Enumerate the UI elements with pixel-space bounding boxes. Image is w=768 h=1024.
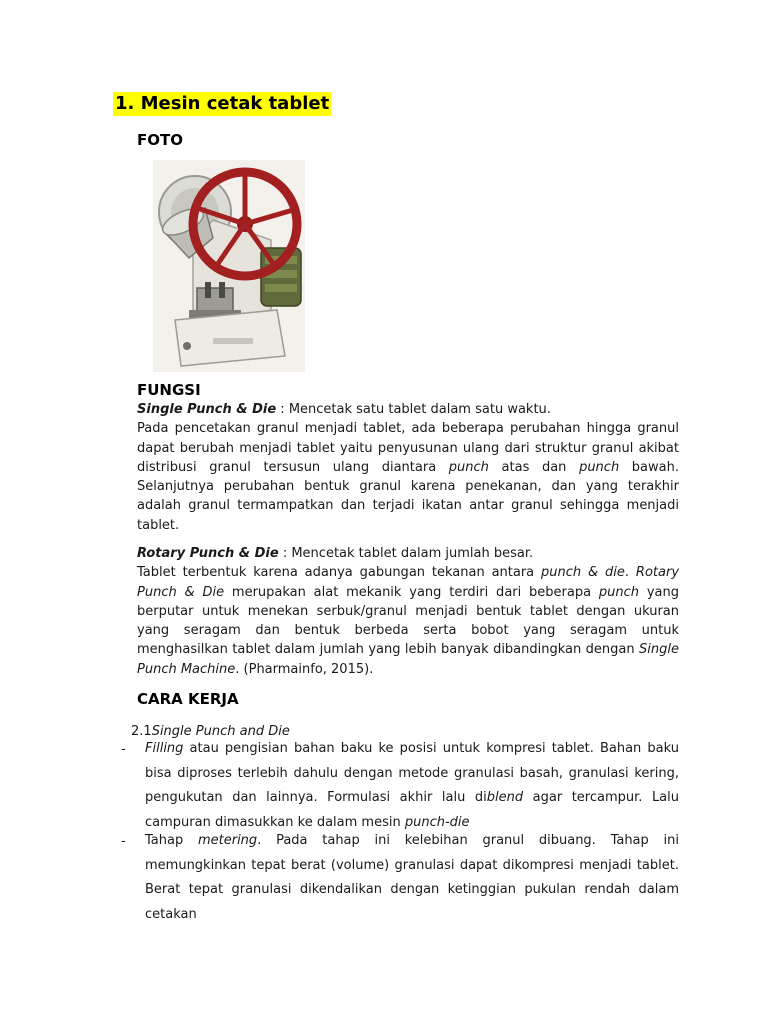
subsection-number: 2.1 (131, 724, 152, 739)
item1-text-1: atau pengisian bahan baku ke posisi untuk kompresi tablet. Bahan baku bisa diproses terlebih dahulu dengan metode granulasi basah, granulasi kering, pengukutan dan lainnya. Formulasi akhir lalu di (145, 741, 679, 806)
rotary-text-2: . (624, 565, 636, 581)
rotary-text-5: . (Pharmainfo, 2015). (235, 661, 374, 677)
tablet-press-machine-illustration (153, 160, 305, 372)
single-text-2: atas dan (488, 459, 580, 475)
subsection-title: Single Punch and Die (151, 724, 290, 739)
rotary-separator: : (278, 546, 292, 561)
rotary-italic-1: punch & die (541, 565, 625, 581)
rotary-italic-2: Rotary Punch & Die (137, 565, 680, 600)
rotary-italic-4: Single Punch Machine (137, 642, 679, 677)
list-item-filling (145, 737, 679, 836)
rotary-text-3: merupakan alat mekanik yang terdiri dari beberapa (224, 584, 599, 600)
single-separator: : (276, 402, 289, 417)
rotary-punch-term: Rotary Punch & Die (137, 546, 279, 561)
bullet-marker-1: - (121, 742, 126, 757)
item1-italic-punch-die: punch-die (404, 815, 470, 831)
bullet-marker-2: - (121, 834, 126, 849)
rotary-text-1: Tablet terbentuk karena adanya gabungan tekanan antara (137, 565, 542, 581)
single-punch-term: Single Punch & Die (137, 402, 277, 417)
item1-text-2: agar tercampur. Lalu campuran dimasukkan ke dalam mesin (145, 790, 680, 831)
list-item-metering (145, 829, 679, 928)
tablet-press-image-icon (153, 160, 305, 372)
foto-heading: FOTO (137, 131, 183, 149)
fungsi-heading: FUNGSI (137, 381, 201, 399)
rotary-italic-3: punch (598, 584, 640, 600)
item1-italic-blend: blend (486, 790, 524, 806)
metering-term: metering (197, 833, 258, 848)
section-heading: 1. Mesin cetak tablet (115, 93, 330, 114)
single-punch-word-2: punch (579, 459, 620, 475)
cara-kerja-heading: CARA KERJA (137, 690, 239, 708)
single-punch-description (137, 400, 679, 535)
rotary-text-4: yang berputar untuk menekan serbuk/granul menjadi bentuk tablet dengan ukuran yang seragam dan bentuk berbeda serta bobot yang seragam untuk menghasilkan tablet dalam jumlah yang lebih banyak dibandingkan dengan (137, 584, 679, 658)
rotary-punch-description (137, 544, 679, 679)
filling-term: Filling (145, 741, 184, 756)
item2-text-1: Tahap (145, 833, 198, 848)
single-text-1: Pada pencetakan granul menjadi tablet, ada beberapa perubahan hingga granul dapat berubah menjadi tablet yaitu penyusunan ulang dari struktur granul akibat distribusi granul tersusun ulang diantara (137, 421, 679, 475)
single-text-3: bawah. Selanjutnya perubahan bentuk granul karena penekanan, dan yang terakhir adalah granul termampatkan dan terjadi ikatan antar granul sehingga menjadi tablet. (137, 459, 679, 533)
rotary-punch-summary: Mencetak tablet dalam jumlah besar. (291, 546, 534, 561)
item2-text-2: . Pada tahap ini kelebihan granul dibuang. Tahap ini memungkinkan tepat berat (volume) granulasi dapat dikompresi menjadi tablet. Berat tepat granulasi dikendalikan dengan ketinggian pukulan rendah dalam cetakan (145, 833, 679, 923)
single-punch-word-1: punch (448, 459, 489, 475)
single-punch-summary: Mencetak satu tablet dalam satu waktu. (288, 402, 551, 417)
